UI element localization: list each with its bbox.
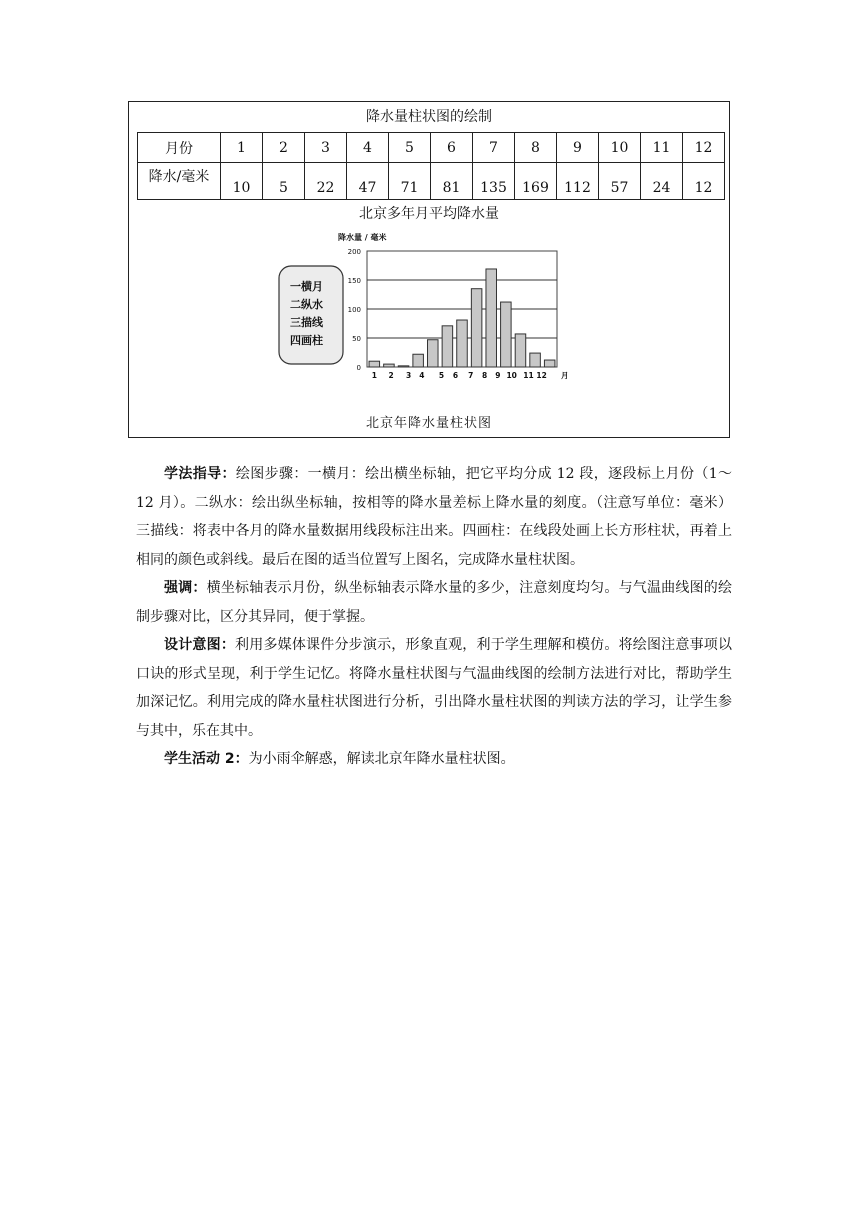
content-box [128, 101, 730, 438]
value-cell: 24 [641, 163, 683, 200]
paragraph-text: 为小雨伞解惑，解读北京年降水量柱状图。 [248, 751, 515, 767]
x-tick-label: 5 [438, 371, 445, 380]
row-header-rain: 降水/毫米 [138, 163, 221, 200]
paragraph-label: 设计意图： [164, 637, 236, 653]
mnemonic-item: 二纵水 [290, 298, 323, 311]
paragraph [136, 574, 732, 631]
paragraph-label: 学生活动 2： [164, 751, 249, 767]
value-cell: 169 [515, 163, 557, 200]
paragraph-text: 横坐标轴表示月份，纵坐标轴表示降水量的多少，注意刻度均匀。与气温曲线图的绘制步骤对比，区分其异同，便于掌握。 [136, 580, 733, 625]
x-axis-unit: 月 [561, 371, 569, 380]
chart-caption: 北京年降水量柱状图 [365, 416, 492, 431]
value-cell: 5 [263, 163, 305, 200]
bar [442, 326, 453, 367]
bar [369, 361, 380, 367]
x-tick-label: 10 [506, 371, 517, 380]
month-cell: 4 [347, 133, 389, 163]
month-cell: 10 [599, 133, 641, 163]
y-axis-label: 降水量 / 毫米 [338, 233, 387, 242]
value-cell: 112 [557, 163, 599, 200]
month-cell: 3 [305, 133, 347, 163]
value-cell: 12 [683, 163, 725, 200]
value-cell: 81 [431, 163, 473, 200]
month-cell: 2 [263, 133, 305, 163]
bar [428, 340, 439, 367]
x-tick-label: 2 [388, 371, 394, 380]
bar [398, 366, 409, 367]
table-row [138, 133, 725, 163]
x-tick-label: 4 [419, 371, 425, 380]
chart-title: 北京多年月平均降水量 [359, 206, 499, 222]
paragraph-label: 学法指导： [164, 466, 236, 482]
value-cell: 47 [347, 163, 389, 200]
x-tick-label: 1 [371, 371, 377, 380]
row-header-month: 月份 [138, 133, 221, 163]
table-row [138, 163, 725, 200]
month-cell: 1 [221, 133, 263, 163]
body-text [136, 460, 732, 774]
box-title: 降水量柱状图的绘制 [366, 109, 492, 125]
x-tick-label: 11 [523, 371, 534, 380]
month-cell: 5 [389, 133, 431, 163]
y-tick-label: 100 [347, 306, 361, 314]
bar [515, 334, 526, 367]
value-cell: 57 [599, 163, 641, 200]
x-tick-label: 12 [536, 371, 547, 380]
x-tick-label: 7 [468, 371, 474, 380]
paragraph [136, 631, 732, 745]
bar [501, 302, 512, 367]
x-tick-label: 3 [406, 371, 412, 380]
month-cell: 11 [641, 133, 683, 163]
paragraph-text: 绘图步骤：一横月：绘出横坐标轴，把它平均分成 12 段，逐段标上月份（1～12 月）。二纵水：绘出纵坐标轴，按相等的降水量差标上降水量的刻度。（注意写单位：毫米）三描线：将表中各月的降水量数据用线段标注出来。四画柱：在线段处画上长方形柱状，再着上相同的颜色或斜线。最后在图的适当位置写上图名，完成降水量柱状图。 [136, 466, 732, 568]
rainfall-bar-chart [269, 227, 579, 412]
mnemonic-item: 四画柱 [290, 334, 323, 347]
paragraph [136, 460, 732, 574]
bar [530, 353, 541, 367]
bar [413, 354, 424, 367]
bar [486, 269, 497, 367]
y-tick-label: 0 [356, 364, 361, 372]
x-tick-label: 6 [452, 371, 459, 380]
month-cell: 6 [431, 133, 473, 163]
mnemonic-item: 三描线 [290, 316, 323, 329]
value-cell: 135 [473, 163, 515, 200]
value-cell: 10 [221, 163, 263, 200]
bar [384, 364, 395, 367]
y-tick-label: 150 [347, 277, 361, 285]
x-tick-label: 9 [495, 371, 501, 380]
month-cell: 8 [515, 133, 557, 163]
value-cell: 22 [305, 163, 347, 200]
month-cell: 7 [473, 133, 515, 163]
y-tick-label: 200 [347, 248, 361, 256]
mnemonic-item: 一横月 [290, 280, 323, 293]
paragraph-label: 强调： [164, 580, 207, 596]
month-cell: 9 [557, 133, 599, 163]
paragraph [136, 745, 732, 774]
paragraph-text: 利用多媒体课件分步演示，形象直观，利于学生理解和模仿。将绘图注意事项以口诀的形式呈现，利于学生记忆。将降水量柱状图与气温曲线图的绘制方法进行对比，帮助学生加深记忆。利用完成的降水量柱状图进行分析，引出降水量柱状图的判读方法的学习，让学生参与其中，乐在其中。 [136, 637, 733, 739]
y-tick-label: 50 [352, 335, 361, 343]
month-cell: 12 [683, 133, 725, 163]
rainfall-table [137, 132, 725, 200]
bar [544, 360, 555, 367]
bar [471, 289, 482, 367]
bar [457, 320, 468, 367]
value-cell: 71 [389, 163, 431, 200]
x-tick-label: 8 [482, 371, 488, 380]
